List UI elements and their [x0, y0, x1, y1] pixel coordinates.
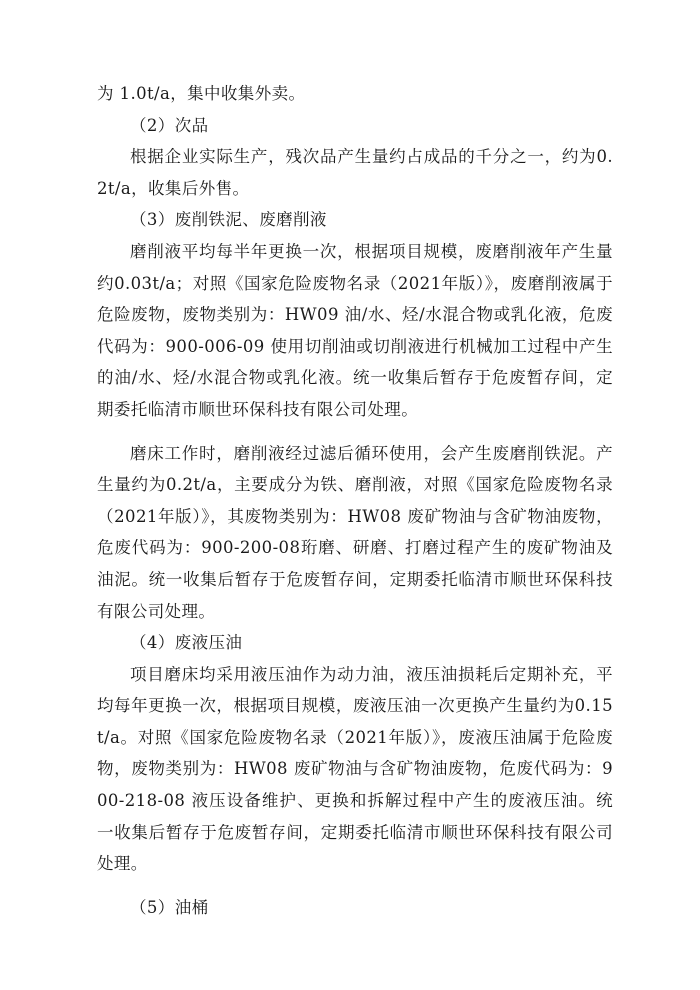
- paragraph-waste-iron-sludge: 磨床工作时，磨削液经过滤后循环使用，会产生废磨削铁泥。产生量约为0.2t/a，主要成分为铁、磨削液，对照《国家危险废物名录（2021年版）》，其废物类别为：HW08 废矿物油与含矿物油废物，危废代码为：900-200-08珩磨、研磨、打磨过程产生的废矿物油及油泥。统一收集后暂存于危废暂存间，定期委托临清市顺世环保科技有限公司处理。: [97, 443, 613, 621]
- document-body: [97, 78, 613, 923]
- section-heading-waste-hydraulic-oil: （4）废液压油: [130, 633, 243, 653]
- section-heading-waste-iron-sludge-grinding-fluid: （3）废削铁泥、废磨削液: [130, 210, 327, 230]
- paragraph-waste-hydraulic-oil: 项目磨床均采用液压油作为动力油，液压油损耗后定期补充，平均每年更换一次，根据项目规模，废液压油一次更换产生量约为0.15t/a。对照《国家危险废物名录（2021年版）》，废液压油属于危险废物，废物类别为：HW08 废矿物油与含矿物油废物，危废代码为：900-218-08 液压设备维护、更换和拆解过程中产生的废液压油。统一收集后暂存于危废暂存间，定期委托临清市顺世环保科技有限公司处理。: [97, 664, 613, 874]
- continuation-text: 为 1.0t/a，集中收集外卖。: [97, 84, 306, 103]
- section-heading-defective-products: （2）次品: [130, 115, 209, 135]
- paragraph-waste-grinding-fluid: 磨削液平均每半年更换一次，根据项目规模，废磨削液年产生量约0.03t/a；对照《国家危险废物名录（2021年版）》，废磨削液属于危险废物，废物类别为：HW09 油/水、烃/水混合物或乳化液，危废代码为：900-006-09 使用切削油或切削液进行机械加工过程中产生的油/水、烃/水混合物或乳化液。统一收集后暂存于危废暂存间，定期委托临清市顺世环保科技有限公司处理。: [97, 241, 613, 419]
- paragraph-spacer: [97, 880, 613, 892]
- section-heading-oil-drums: （5）油桶: [130, 897, 209, 917]
- paragraph-defective-products: 根据企业实际生产，残次品产生量约占成品的千分之一，约为0.2t/a，收集后外售。: [97, 147, 613, 198]
- paragraph-spacer: [97, 426, 613, 438]
